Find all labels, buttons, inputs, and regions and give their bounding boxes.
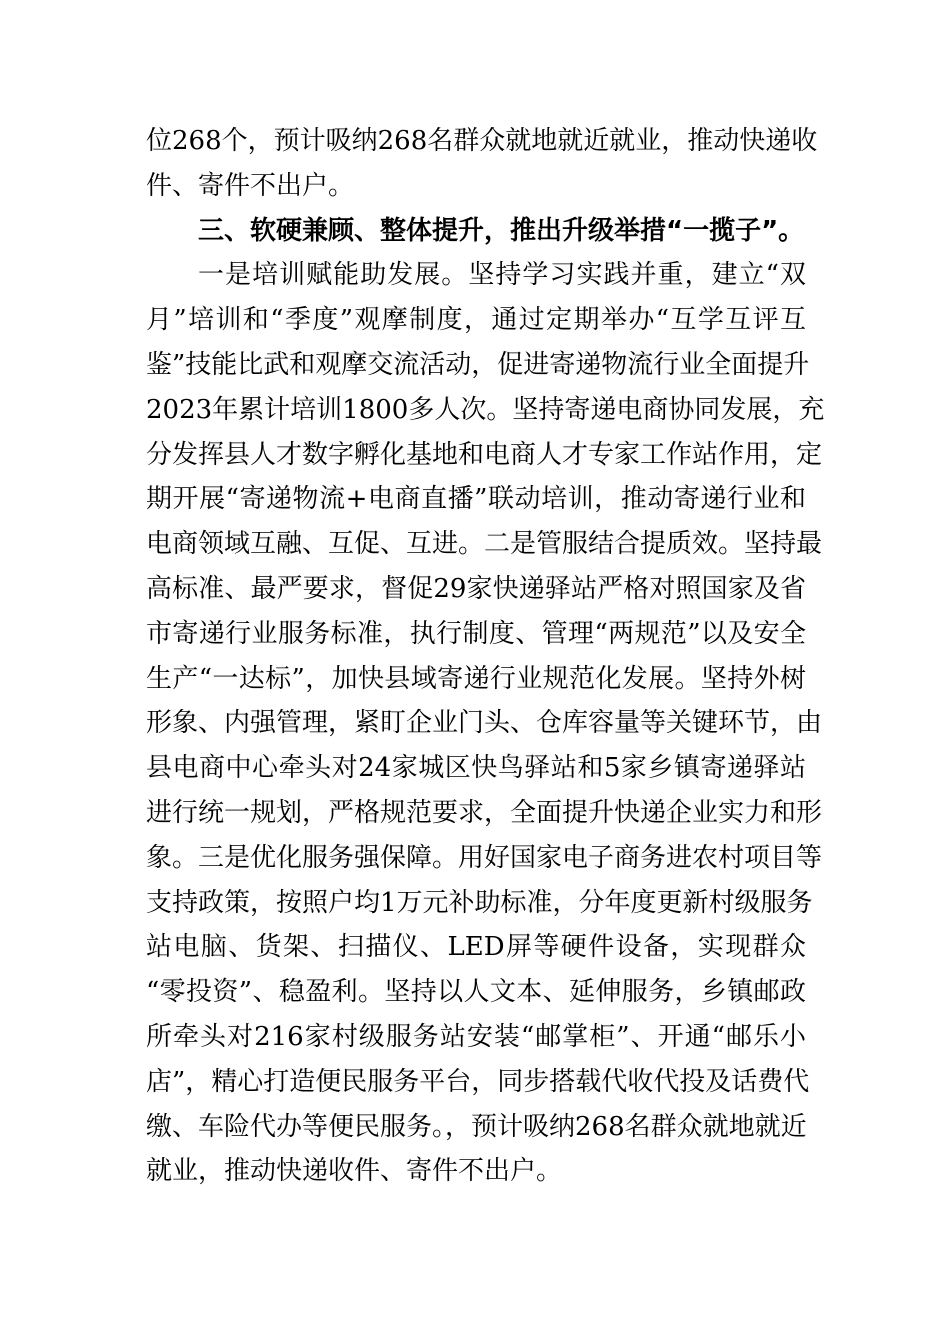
paragraph-line: 分发挥县人才数字孵化基地和电商人才专家工作站作用，定 bbox=[146, 439, 823, 470]
paragraph-line: “零投资”、稳盈利。坚持以人文本、延伸服务，乡镇邮政 bbox=[146, 977, 806, 1008]
document-body bbox=[146, 119, 825, 1194]
paragraph-line: 县电商中心牵头对24家城区快鸟驿站和5家乡镇寄递驿站 bbox=[146, 753, 806, 784]
paragraph-line: 站电脑、货架、扫描仪、LED屏等硬件设备，实现群众 bbox=[146, 932, 806, 963]
paragraph-line: 生产“一达标”，加快县域寄递行业规范化发展。坚持外树 bbox=[146, 663, 806, 694]
paragraph-line: 位268个，预计吸纳268名群众就地就近就业，推动快递收 bbox=[146, 126, 818, 156]
paragraph-line: 市寄递行业服务标准，执行制度、管理“两规范”以及安全 bbox=[146, 618, 806, 649]
paragraph-line: 月”培训和“季度”观摩制度，通过定期举办“互学互评互 bbox=[146, 305, 806, 336]
paragraph-line: 所牵头对216家村级服务站安装“邮掌柜”、开通“邮乐小 bbox=[146, 1021, 806, 1052]
paragraph-line: 2023年累计培训1800多人次。坚持寄递电商协同发展，充 bbox=[146, 394, 825, 425]
paragraph-line: 一是培训赋能助发展。坚持学习实践并重，建立“双 bbox=[198, 260, 806, 291]
paragraph-line: 象。三是优化服务强保障。用好国家电子商务进农村项目等 bbox=[146, 842, 823, 873]
paragraph-line: 就业，推动快递收件、寄件不出户。 bbox=[146, 1156, 563, 1187]
paragraph-line: 形象、内强管理，紧盯企业门头、仓库容量等关键环节，由 bbox=[146, 708, 823, 739]
paragraph-line: 件、寄件不出户。 bbox=[146, 170, 355, 201]
paragraph-line: 高标准、最严要求，督促29家快递驿站严格对照国家及省 bbox=[146, 573, 806, 604]
paragraph-line: 店”，精心打造便民服务平台，同步搭载代收代投及话费代 bbox=[146, 1066, 810, 1097]
paragraph-line: 期开展“寄递物流+电商直播”联动培训，推动寄递行业和 bbox=[146, 484, 806, 515]
paragraph-line: 缴、车险代办等便民服务。，预计吸纳268名群众就地就近 bbox=[146, 1111, 807, 1142]
paragraph-line: 鉴”技能比武和观摩交流活动，促进寄递物流行业全面提升 bbox=[146, 349, 810, 380]
paragraph-line: 支持政策，按照户均1万元补助标准，分年度更新村级服务 bbox=[146, 887, 813, 918]
section-heading: 三、软硬兼顾、整体提升，推出升级举措“一揽子”。 bbox=[198, 215, 805, 246]
paragraph-line: 电商领域互融、互促、互进。二是管服结合提质效。坚持最 bbox=[146, 529, 823, 560]
paragraph-line: 进行统一规划，严格规范要求，全面提升快递企业实力和形 bbox=[146, 797, 823, 828]
